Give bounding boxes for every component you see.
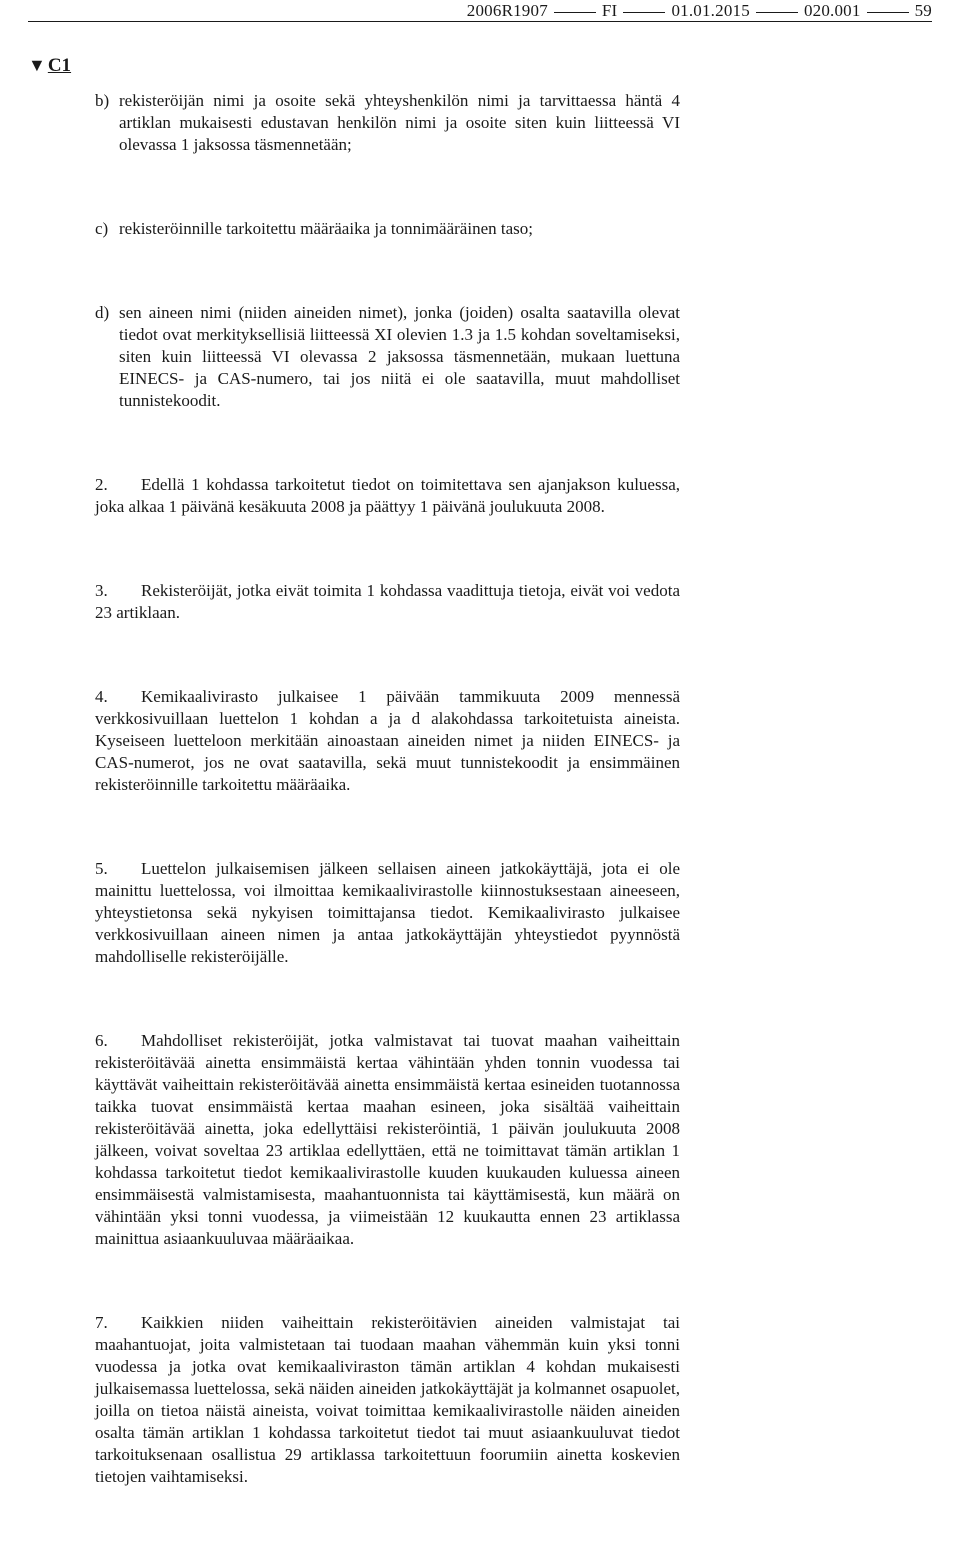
separator	[756, 12, 798, 13]
paragraph-number: 6.	[95, 1031, 108, 1050]
paragraph-number: 5.	[95, 859, 108, 878]
amendment-marker	[28, 54, 71, 77]
doc-id: 2006R1907	[466, 1, 548, 20]
paragraph-number: 3.	[95, 581, 108, 600]
paragraph-text: Luettelon julkaisemisen jälkeen sellaisen aineen jatkokäyttäjä, jota ei ole mainittu luettelossa, voi ilmoittaa kemikaalivirastolle kiinnostuksestaan aineeseen, yhteystietonsa sekä nykyisen toimittajansa tiedot. Kemikaalivirasto julkaisee verkkosivuillaan aineen nimen ja antaa jatkokäyttäjän yhteystiedot pyynnöstä mahdolliselle rekisteröijälle.	[95, 859, 680, 966]
triangle-down-icon: ▼	[28, 55, 46, 75]
subitem-label: d)	[95, 303, 110, 322]
header-rule	[28, 21, 932, 22]
doc-lang: FI	[601, 1, 618, 20]
doc-date: 01.01.2015	[671, 1, 750, 20]
paragraph-3	[95, 580, 680, 624]
document-body	[95, 90, 680, 1488]
doc-version: 020.001	[803, 1, 861, 20]
paragraph-4	[95, 686, 680, 796]
paragraph-text: Edellä 1 kohdassa tarkoitetut tiedot on toimitettava sen ajanjakson kuluessa, joka alkaa 1 päivänä kesäkuuta 2008 ja päättyy 1 päivänä joulukuuta 2008.	[95, 475, 680, 516]
subitem-label: b)	[95, 91, 110, 110]
separator	[623, 12, 665, 13]
paragraph-text: Kemikaalivirasto julkaisee 1 päivään tammikuuta 2009 mennessä verkkosivuillaan luettelon 1 kohdan a ja d alakohdassa tarkoitetuista aineista. Kyseiseen luetteloon merkitään ainoastaan aineiden nimet ja niiden EINECS- ja CAS-numerot, jos ne ovat saatavilla, sekä muut tunnistekoodit ja ensimmäinen rekisteröinnille tarkoitettu määräaika.	[95, 687, 680, 794]
subitem-text: rekisteröijän nimi ja osoite sekä yhteyshenkilön nimi ja tarvittaessa häntä 4 artiklan mukaisesti edustavan henkilön nimi ja osoite siten kuin liitteessä VI olevassa 1 jaksossa täsmennetään;	[119, 91, 680, 154]
paragraph-7	[95, 1312, 680, 1488]
page-number: 59	[914, 1, 932, 20]
subitem-b	[95, 90, 680, 156]
paragraph-2	[95, 474, 680, 518]
page-header	[467, 0, 932, 22]
amendment-code: C1	[47, 55, 72, 76]
paragraph-number: 4.	[95, 687, 108, 706]
subitem-text: sen aineen nimi (niiden aineiden nimet), jonka (joiden) osalta saatavilla olevat tiedot ovat merkityksellisiä liitteessä XI olevien 1.3 ja 1.5 kohdan soveltamiseksi, siten kuin liitteessä VI olevassa 2 jaksossa täsmennetään, mukaan luettuna EINECS- ja CAS-numero, tai jos niitä ei ole saatavilla, muut mahdolliset tunnistekoodit.	[119, 303, 680, 410]
paragraph-text: Rekisteröijät, jotka eivät toimita 1 kohdassa vaadittuja tietoja, eivät voi vedota 23 artiklaan.	[95, 581, 680, 622]
separator	[867, 12, 909, 13]
paragraph-number: 7.	[95, 1313, 108, 1332]
paragraph-text: Mahdolliset rekisteröijät, jotka valmistavat tai tuovat maahan vaiheittain rekisteröitävää ainetta ensimmäistä kertaa vähintään yhden tonnin vuodessa tai käyttävät vaiheittain rekisteröitävää ainetta ensimmäistä kertaa esineiden tuotannossa taikka tuovat ensimmäistä kertaa maahan esineen, joka sisältää vaiheittain rekisteröitävää ainetta, joka edellyttäisi rekisteröintiä, 1 päivän joulukuuta 2008 jälkeen, voivat soveltaa 23 artiklaa edellyttäen, että ne toimittavat tämän artiklan 1 kohdassa tarkoitetut tiedot kemikaalivirastolle kuuden kuukauden kuluessa aineen ensimmäisestä valmistamisesta, maahantuonnista tai käyttämisestä, kun määrä on vähintään yksi tonni vuodessa, ja viimeistään 12 kuukautta ennen 23 artiklassa mainittua asiaankuuluvaa määräaikaa.	[95, 1031, 680, 1248]
subitem-label: c)	[95, 219, 109, 238]
subitem-d	[95, 302, 680, 412]
paragraph-number: 2.	[95, 475, 108, 494]
paragraph-5	[95, 858, 680, 968]
separator	[554, 12, 596, 13]
paragraph-6	[95, 1030, 680, 1250]
subitem-c	[95, 218, 680, 240]
paragraph-text: Kaikkien niiden vaiheittain rekisteröitävien aineiden valmistajat tai maahantuojat, joita valmistetaan tai tuodaan maahan vähemmän kuin yksi tonni vuodessa ja jotka ovat kemikaaliviraston tämän artiklan 4 kohdan mukaisesti julkaisemassa luettelossa, sekä näiden aineiden jatkokäyttäjät ja kolmannet osapuolet, joilla on tietoa näistä aineista, voivat toimittaa kemikaalivirastolle näiden aineiden osalta tämän artiklan 1 kohdassa tarkoitetut tiedot tai muut asiaankuuluvat tiedot tarkoituksenaan osallistua 29 artiklassa tarkoitettuun foorumiin ainetta koskevien tietojen vaihtamiseksi.	[95, 1313, 680, 1486]
subitem-text: rekisteröinnille tarkoitettu määräaika ja tonnimääräinen taso;	[119, 219, 533, 238]
